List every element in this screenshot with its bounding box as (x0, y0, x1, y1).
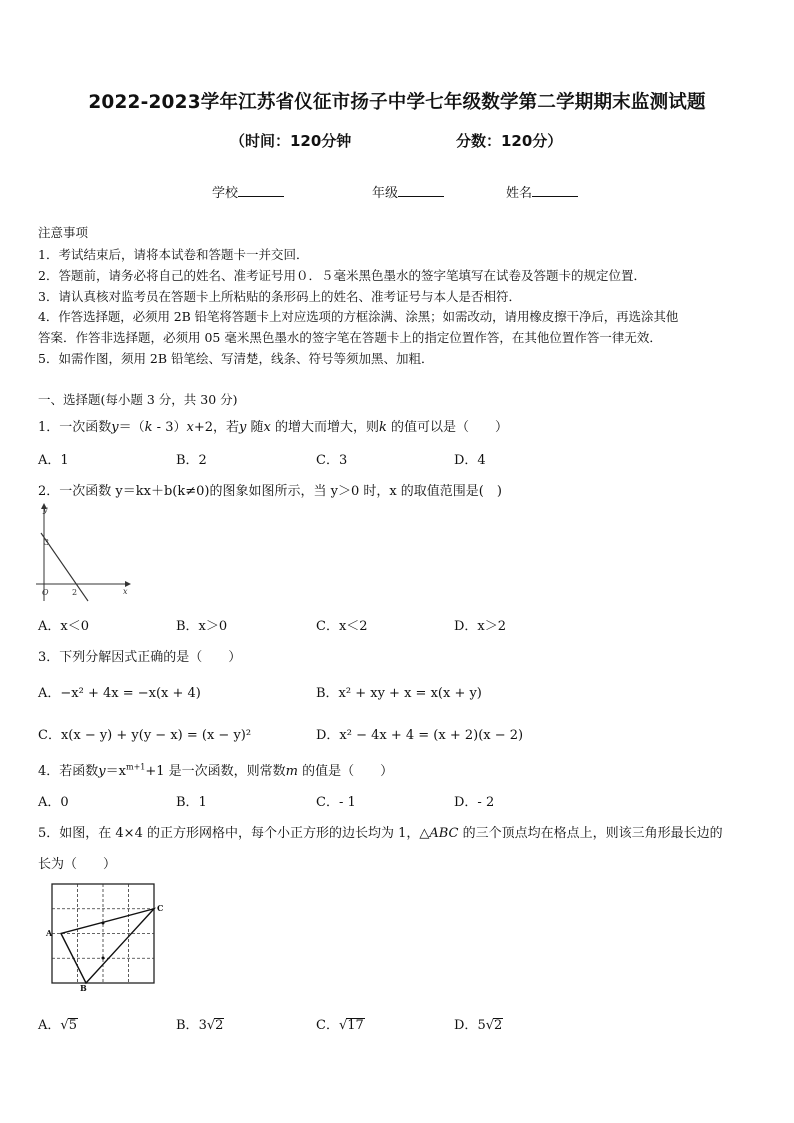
grade-label: 年级 (372, 186, 399, 201)
sqrt-icon: √ (485, 1018, 495, 1033)
q5-option-c-radicand: 17 (347, 1018, 364, 1033)
q4-option-a[interactable]: A．0 (38, 795, 69, 810)
name-label: 姓名 (506, 186, 533, 201)
q1-option-c[interactable]: C．3 (316, 453, 348, 468)
notice-item-4b: 答案．作答非选择题，必须用 05 毫米黑色墨水的签字笔在答题卡上的指定位置作答，在其他位置作答一律无效． (38, 330, 662, 345)
sqrt-icon: √ (206, 1018, 216, 1033)
q5-option-d-coef: 5 (477, 1018, 486, 1033)
notice-heading: 注意事项 (38, 225, 89, 240)
mid-point-marker (102, 957, 105, 960)
q1-text-e: 随 (246, 420, 264, 435)
name-field (506, 182, 578, 201)
vertex-a-label: A (46, 928, 53, 938)
grade-blank (398, 184, 444, 197)
x-tick-label: 2 (72, 588, 78, 597)
q3-option-d[interactable]: D．x² − 4x + 4 = (x + 2)(x − 2) (316, 728, 524, 743)
q1-text-d: +2，若 (193, 420, 239, 435)
q3-option-a[interactable]: A．−x² + 4x = −x(x + 4) (38, 686, 201, 701)
exam-score: 分数：120分） (456, 132, 563, 150)
notice-item-3: 3．请认真核对监考员在答题卡上所粘贴的条形码上的姓名、准考证号与本人是否相符． (38, 289, 521, 304)
notice-item-2: 2．答题前，请务必将自己的姓名、准考证号用０．５毫米黑色墨水的签字笔填写在试卷及答题卡的规定位置． (38, 268, 646, 283)
q1-var-y2: y (239, 420, 247, 435)
q4-option-c[interactable]: C．- 1 (316, 795, 356, 810)
q5-grid-figure (44, 880, 174, 992)
vertex-b-label: B (80, 983, 87, 992)
q2-option-a[interactable]: A．x＜0 (38, 619, 89, 634)
q1-option-a[interactable]: A．1 (38, 453, 69, 468)
q5-triangle-label: △ABC (419, 826, 459, 841)
q4-var-y: y (98, 764, 106, 779)
q5-option-a-radicand: 5 (68, 1018, 77, 1033)
q3-option-c[interactable]: C．x(x − y) + y(y − x) = (x − y)² (38, 728, 252, 743)
q5-option-b-prefix: B． (176, 1018, 199, 1033)
exam-title: 2022-2023学年江苏省仪征市扬子中学七年级数学第二学期期末监测试题 (88, 92, 706, 113)
section-heading: 一、选择题(每小题 3 分，共 30 分) (38, 392, 238, 407)
sqrt-icon: √ (338, 1018, 348, 1033)
question-1-stem (38, 416, 508, 435)
q2-option-d[interactable]: D．x＞2 (454, 619, 507, 634)
q5-option-d-prefix: D． (454, 1018, 478, 1033)
school-blank (238, 184, 284, 197)
q1-var-x: x (186, 420, 194, 435)
q1-var-k: k (144, 420, 153, 435)
q1-var-x2: x (263, 420, 271, 435)
q5-option-a[interactable] (38, 1014, 78, 1033)
q4-option-d[interactable]: D．- 2 (454, 795, 495, 810)
q1-text-a: 1．一次函数 (38, 420, 112, 435)
question-3-stem: 3．下列分解因式正确的是（ ） (38, 650, 242, 665)
q5-option-b[interactable] (176, 1014, 224, 1033)
question-5-stem (38, 822, 723, 841)
q5-option-d-radicand: 2 (494, 1018, 503, 1033)
y-axis-label: y (43, 505, 48, 514)
notice-item-1: 1．考试结束后，请将本试卷和答题卡一并交回． (38, 247, 309, 262)
q5-text-a: 5．如图，在 4×4 的正方形网格中，每个小正方形的边长均为 1， (38, 826, 420, 841)
grid-lines (52, 884, 154, 983)
q2-linear-graph (32, 500, 136, 604)
q4-option-b[interactable]: B．1 (176, 795, 207, 810)
exam-time: （时间：120分钟 (230, 132, 352, 150)
q5-option-d[interactable] (454, 1014, 503, 1033)
q5-text-b: 的三个顶点均在格点上，则该三角形最长边的 (458, 826, 723, 841)
grade-field (372, 182, 444, 201)
sqrt-icon: √ (60, 1018, 69, 1033)
question-5-stem-cont: 长为（ ） (38, 857, 117, 872)
q4-text-c: +1 是一次函数，则常数 (145, 764, 286, 779)
triangle-abc (61, 909, 154, 983)
q1-text-b: ＝（ (118, 420, 145, 435)
q3-option-b[interactable]: B．x² + xy + x = x(x + y) (316, 686, 482, 701)
notice-item-5: 5．如需作图，须用 2B 铅笔绘、写清楚，线条、符号等须加黑、加粗． (38, 351, 434, 366)
origin-label: O (42, 588, 49, 597)
question-2-stem: 2．一次函数 y＝kx＋b(k≠0)的图象如图所示，当 y＞0 时，x 的取值范围是( ) (38, 484, 502, 499)
q5-option-c-prefix: C． (316, 1018, 339, 1033)
question-4-stem (38, 760, 393, 779)
q1-option-d[interactable]: D．4 (454, 453, 486, 468)
q1-text-c: - 3） (152, 420, 187, 435)
q4-text-b: ＝x (105, 764, 126, 779)
q4-text-d: 的值是（ ） (298, 764, 394, 779)
q4-text-a: 4．若函数 (38, 764, 99, 779)
q1-var-k2: k (378, 420, 387, 435)
vertex-c-label: C (157, 903, 164, 913)
q2-option-c[interactable]: C．x＜2 (316, 619, 368, 634)
q4-exponent: m+1 (125, 762, 146, 772)
q1-var-y: y (111, 420, 119, 435)
notice-item-4a: 4．作答选择题，必须用 2B 铅笔将答题卡上对应选项的方框涂满、涂黑；如需改动，请用橡皮擦干净后，再选涂其他 (38, 309, 679, 324)
x-axis-label: x (123, 587, 128, 596)
school-label: 学校 (212, 186, 239, 201)
q5-option-a-prefix: A． (38, 1018, 61, 1033)
y-tick-label: 3 (44, 538, 50, 547)
q1-text-g: 的值可以是（ ） (386, 420, 509, 435)
q4-var-m: m (285, 764, 298, 779)
q2-option-b[interactable]: B．x＞0 (176, 619, 228, 634)
school-field (212, 182, 284, 201)
mid-point-marker (102, 922, 105, 925)
q5-option-c[interactable] (316, 1014, 365, 1033)
q5-option-b-coef: 3 (198, 1018, 207, 1033)
q1-text-f: 的增大而增大，则 (270, 420, 379, 435)
q5-option-b-radicand: 2 (215, 1018, 224, 1033)
name-blank (532, 184, 578, 197)
q1-option-b[interactable]: B．2 (176, 453, 207, 468)
